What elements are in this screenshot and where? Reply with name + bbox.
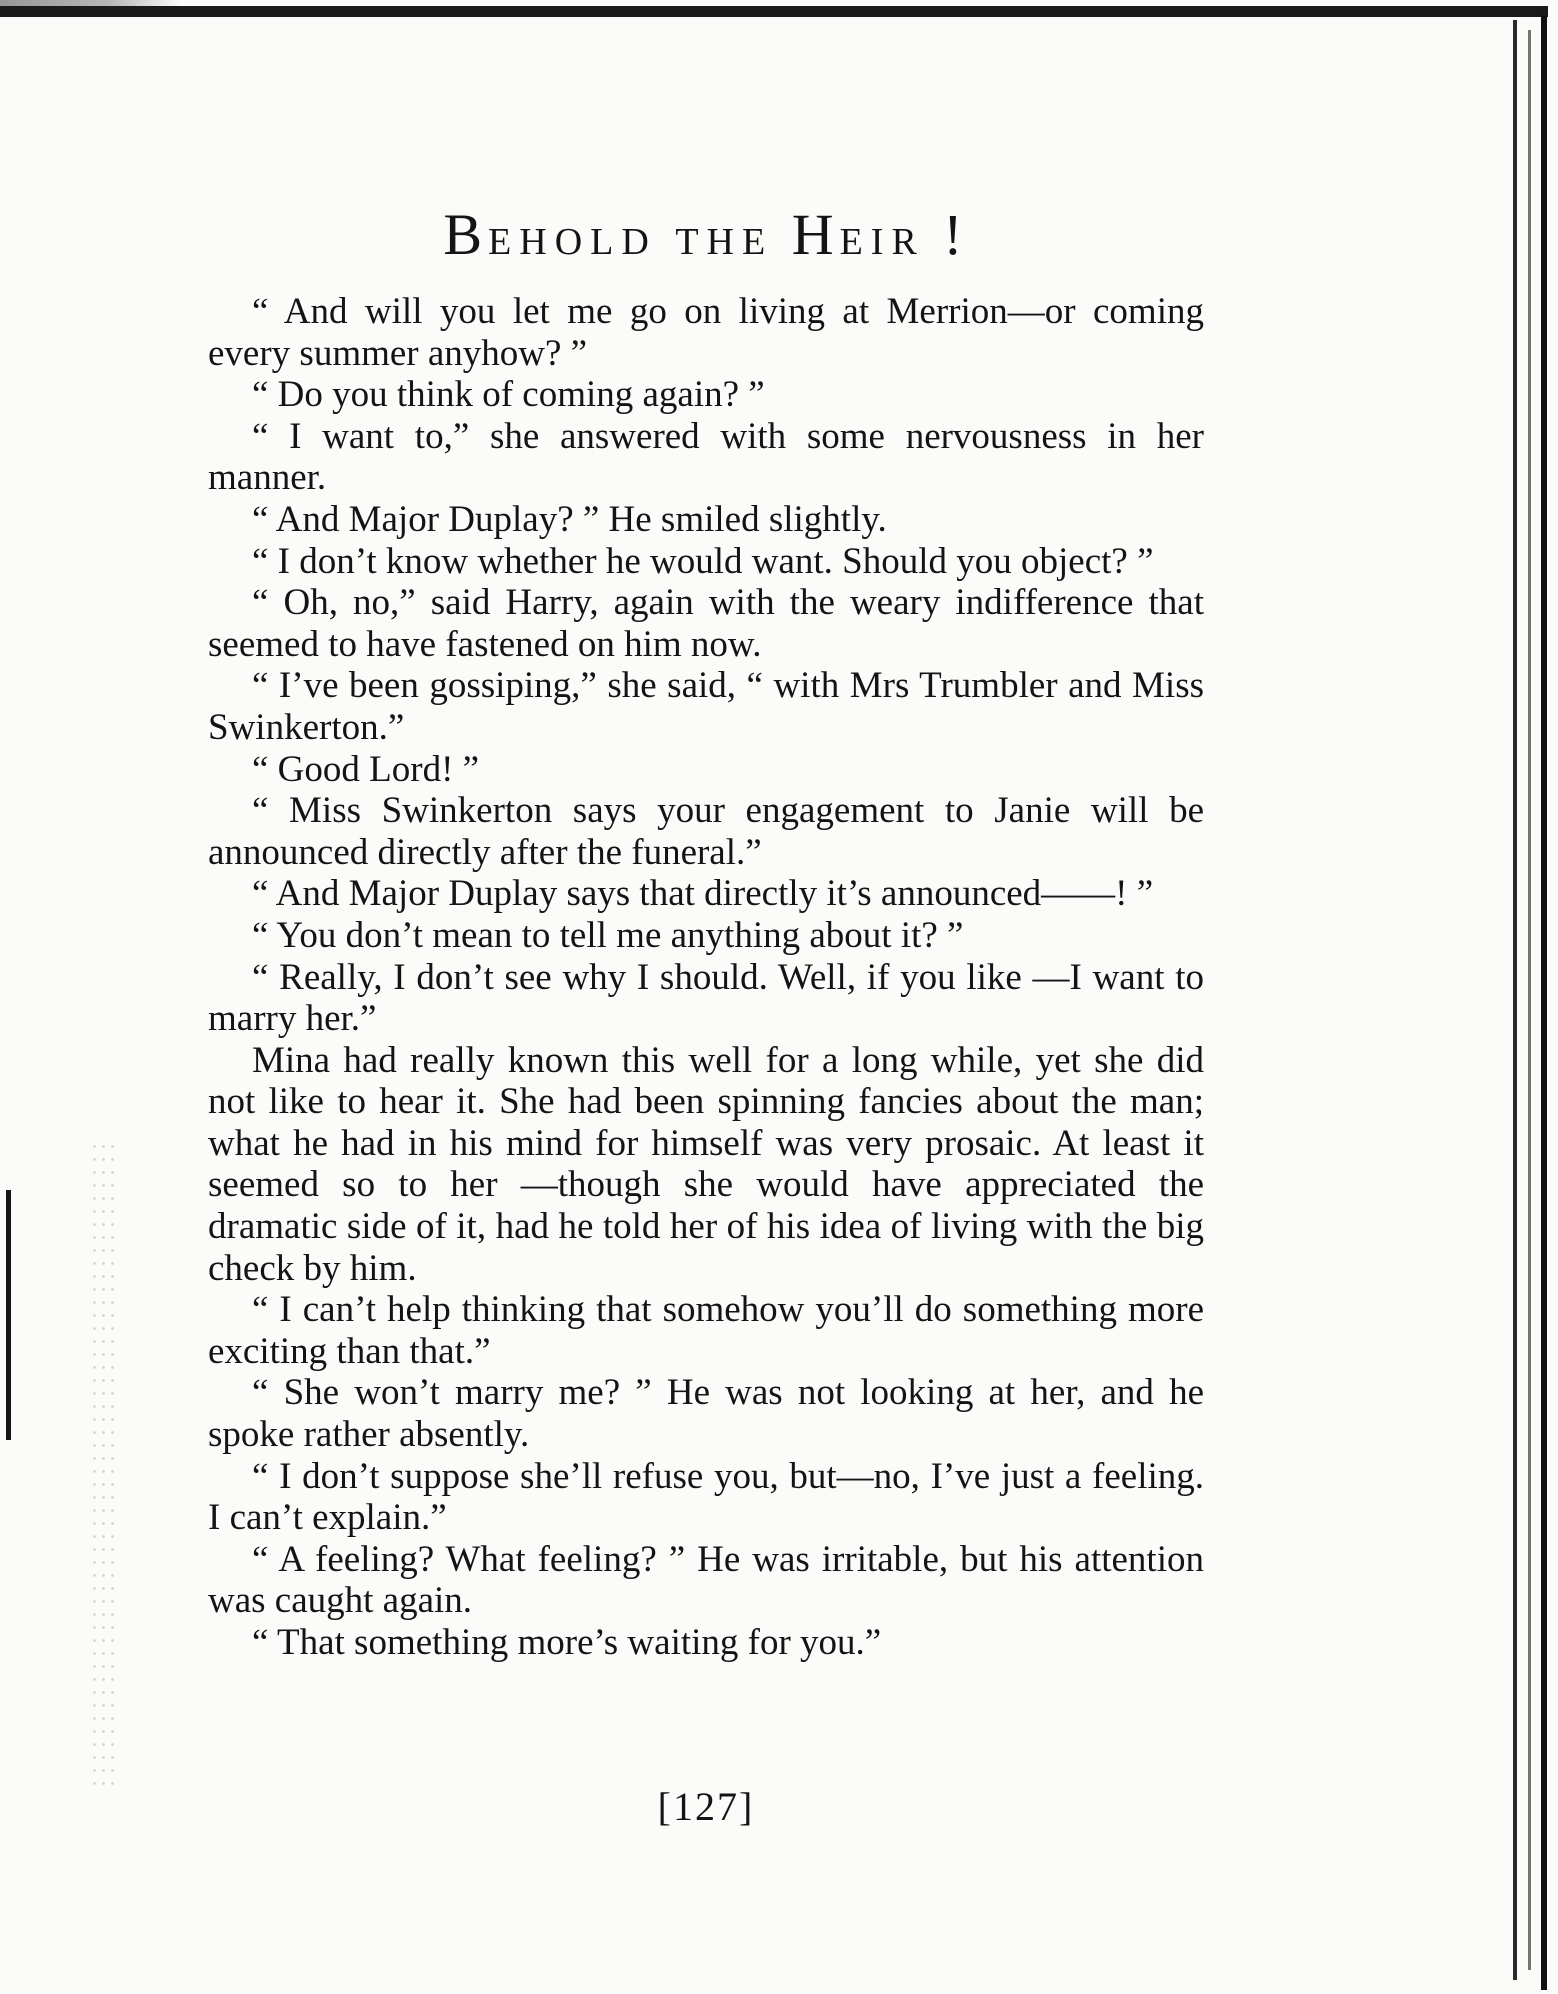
- paragraph: “ And Major Duplay says that directly it’s announced——! ”: [252, 873, 1154, 915]
- running-head-initial: B: [443, 202, 489, 267]
- running-head-word-2: THE: [675, 221, 774, 263]
- right-page-edge: [1513, 20, 1517, 1980]
- paragraph: “ You don’t mean to tell me anything about it? ”: [252, 914, 964, 956]
- paragraph: “ That something more’s waiting for you.”: [252, 1622, 882, 1663]
- running-head-exclamation: !: [943, 202, 969, 267]
- paragraph: “ I don’t know whether he would want. Should you object? ”: [252, 540, 1154, 582]
- paragraph: “ I can’t help thinking that somehow you’ll do something more exciting than that.”: [208, 1289, 1204, 1372]
- paragraph: “ Do you think of coming again? ”: [252, 374, 765, 416]
- paragraph: “ I’ve been gossiping,” she said, “ with Mrs Trumbler and Miss Swinkerton.”: [208, 665, 1204, 748]
- left-margin-specks: [90, 1140, 120, 1790]
- body-text: [208, 291, 1204, 1664]
- running-head-initial-2: H: [791, 202, 840, 267]
- paragraph: “ Really, I don’t see why I should. Well, if you like —I want to marry her.”: [208, 956, 1204, 1040]
- paragraph: “ Oh, no,” said Harry, again with the weary indifference that seemed to have fastened on him now.: [208, 582, 1204, 665]
- left-binding-edge: [6, 1190, 11, 1440]
- paragraph: “ She won’t marry me? ” He was not looking at her, and he spoke rather absently.: [208, 1372, 1204, 1456]
- paragraph: “ A feeling? What feeling? ” He was irritable, but his attention was caught again.: [208, 1538, 1204, 1622]
- paragraph: “ I want to,” she answered with some nervousness in her manner.: [208, 415, 1204, 499]
- paragraph: “ And will you let me go on living at Merrion—or coming every summer anyhow? ”: [208, 291, 1204, 374]
- paragraph: “ Good Lord! ”: [252, 748, 480, 790]
- running-head-word-3: EIR: [839, 221, 925, 263]
- book-page: [208, 200, 1204, 1829]
- paragraph: “ Miss Swinkerton says your engagement to Janie will be announced directly after the funeral.”: [208, 790, 1204, 873]
- paragraph: “ And Major Duplay? ” He smiled slightly.: [252, 498, 887, 540]
- right-page-edge-inner: [1528, 30, 1531, 1970]
- running-head-word-1: EHOLD: [488, 221, 657, 263]
- paragraph: Mina had really known this well for a long while, yet she did not like to hear it. She had been spinning fancies about the man; what he had in his mind for himself was very prosaic. At least it seemed so to her —though she would have appreciated the dramatic side of it, had he told her of his idea of living with the big check by him.: [208, 1039, 1204, 1289]
- page-number: [127]: [657, 1784, 755, 1829]
- paragraph: “ I don’t suppose she’ll refuse you, but—no, I’ve just a feeling. I can’t explain.”: [208, 1455, 1204, 1539]
- right-page-edge-outer: [1541, 15, 1547, 1990]
- running-head: [208, 200, 1204, 277]
- top-page-edge: [0, 6, 1548, 17]
